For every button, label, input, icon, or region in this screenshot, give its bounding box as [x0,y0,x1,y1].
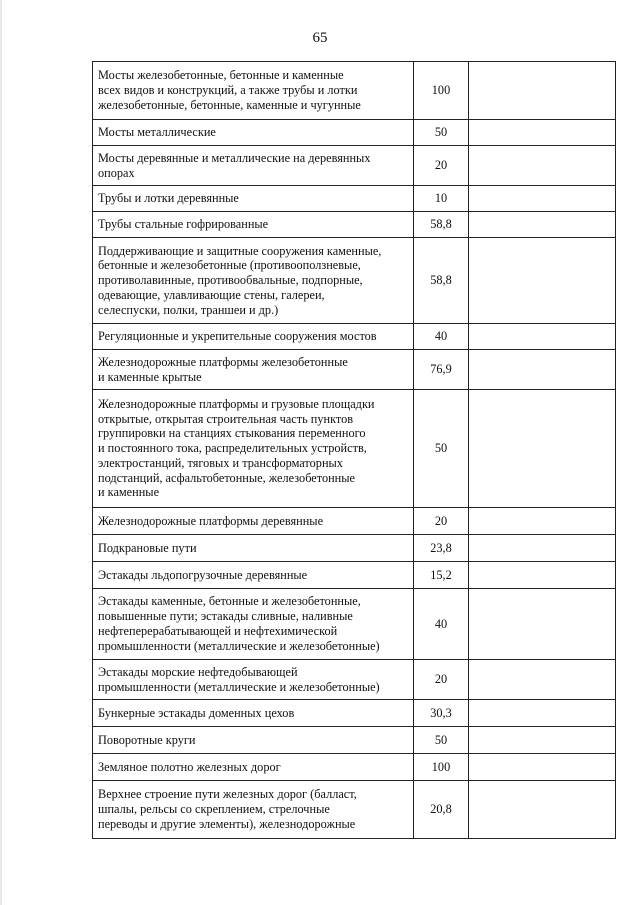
row-value-cell: 100 [414,754,469,781]
row-name-cell: Железнодорожные платформы деревянные [93,508,414,535]
table-row [93,589,616,660]
row-value-cell: 15,2 [414,562,469,589]
page-number: 65 [312,30,328,46]
row-name-cell: Бункерные эстакады доменных цехов [93,700,414,727]
row-value-cell: 50 [414,727,469,754]
depreciation-table [92,61,616,839]
row-blank-cell [469,660,616,700]
row-value-cell: 20 [414,660,469,700]
row-name-cell: Железнодорожные платформы и грузовые площадки открытые, открытая строительная часть пунктов группировки на станциях стыкования переменного и постоянного тока, распределительных устройств, электростанций, тяговых и трансформаторных подстанций, асфальтобетонные, железобетонные и каменные [93,390,414,508]
row-blank-cell [469,212,616,238]
row-value-cell: 58,8 [414,238,469,324]
row-name-cell: Эстакады льдопогрузочные деревянные [93,562,414,589]
row-value-cell: 100 [414,62,469,120]
row-blank-cell [469,562,616,589]
table-row [93,62,616,120]
row-blank-cell [469,350,616,390]
row-blank-cell [469,589,616,660]
table-row [93,727,616,754]
row-blank-cell [469,146,616,186]
row-blank-cell [469,324,616,350]
table-row [93,508,616,535]
row-name-cell: Мосты металлические [93,120,414,146]
row-value-cell: 40 [414,589,469,660]
row-value-cell: 20 [414,508,469,535]
row-value-cell: 76,9 [414,350,469,390]
row-blank-cell [469,781,616,839]
table-row [93,350,616,390]
row-name-cell: Железнодорожные платформы железобетонные и каменные крытые [93,350,414,390]
table-row [93,535,616,562]
table-row [93,120,616,146]
table-row [93,390,616,508]
row-blank-cell [469,62,616,120]
table-row [93,700,616,727]
row-value-cell: 20,8 [414,781,469,839]
row-blank-cell [469,238,616,324]
row-name-cell: Трубы и лотки деревянные [93,186,414,212]
table-row [93,562,616,589]
row-name-cell: Подкрановые пути [93,535,414,562]
row-name-cell: Регуляционные и укрепительные сооружения мостов [93,324,414,350]
table-body [93,62,616,839]
row-blank-cell [469,700,616,727]
scan-edge [0,0,2,905]
row-value-cell: 58,8 [414,212,469,238]
row-blank-cell [469,120,616,146]
row-blank-cell [469,727,616,754]
row-blank-cell [469,186,616,212]
table-row [93,238,616,324]
row-value-cell: 10 [414,186,469,212]
row-value-cell: 50 [414,120,469,146]
row-blank-cell [469,535,616,562]
row-name-cell: Поворотные круги [93,727,414,754]
table-row [93,660,616,700]
row-value-cell: 30,3 [414,700,469,727]
row-name-cell: Эстакады морские нефтедобывающей промышленности (металлические и железобетонные) [93,660,414,700]
row-blank-cell [469,508,616,535]
table-row [93,324,616,350]
row-blank-cell [469,390,616,508]
row-name-cell: Верхнее строение пути железных дорог (балласт, шпалы, рельсы со скреплением, стрелочные переводы и другие элементы), железнодорожные [93,781,414,839]
row-name-cell: Трубы стальные гофрированные [93,212,414,238]
row-value-cell: 50 [414,390,469,508]
row-name-cell: Мосты деревянные и металлические на деревянных опорах [93,146,414,186]
table-row [93,186,616,212]
row-value-cell: 40 [414,324,469,350]
table-row [93,212,616,238]
row-blank-cell [469,754,616,781]
table-row [93,146,616,186]
row-name-cell: Земляное полотно железных дорог [93,754,414,781]
table-row [93,781,616,839]
row-name-cell: Эстакады каменные, бетонные и железобетонные, повышенные пути; эстакады сливные, наливные нефтеперерабатывающей и нефтехимической промышленности (металлические и железобетонные) [93,589,414,660]
row-value-cell: 23,8 [414,535,469,562]
row-name-cell: Поддерживающие и защитные сооружения каменные, бетонные и железобетонные (противооползневые, противолавинные, противообвальные, подпорные, одевающие, улавливающие стены, галереи, селеспуски, полки, траншеи и др.) [93,238,414,324]
row-name-cell: Мосты железобетонные, бетонные и каменные всех видов и конструкций, а также трубы и лотки железобетонные, бетонные, каменные и чугунные [93,62,414,120]
row-value-cell: 20 [414,146,469,186]
table-row [93,754,616,781]
